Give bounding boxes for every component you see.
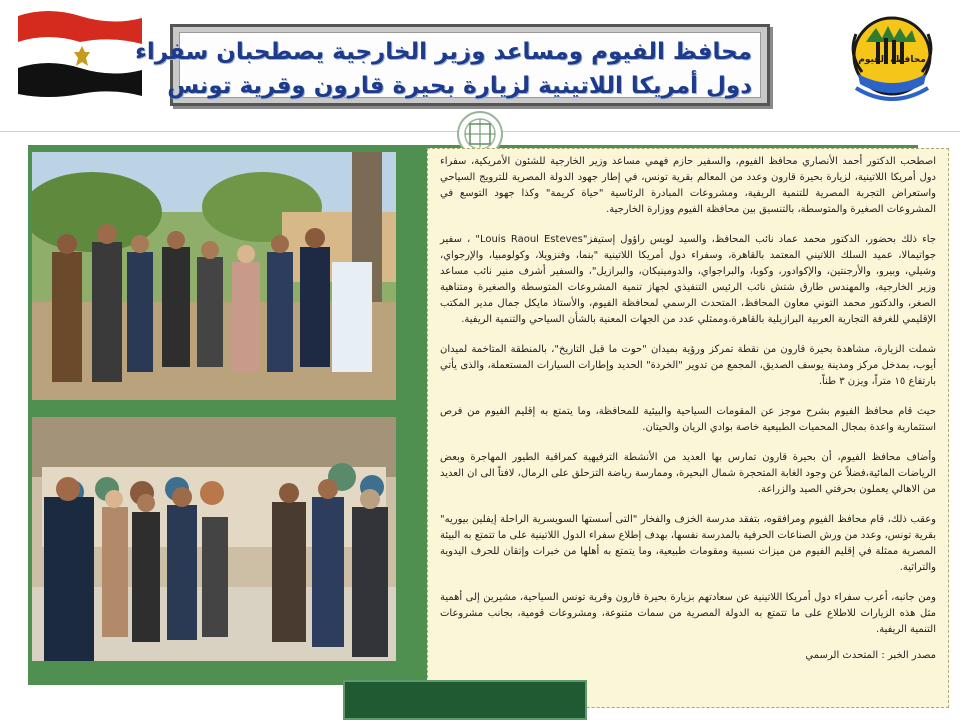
visit-photo-pottery [32,417,396,661]
article-paragraph-7: ومن جانبه، أعرب سفراء دول أمريكا اللاتينية عن سعادتهم بزيارة بحيرة قارون وقرية تونس السياحية، مشيرين إلى أهمية مثل هذه الزيارات للاطلاع على ما تتمتع به الدولة المصرية من سمات متنوعة، ومشروعات قومية، بجانب مشروعات التنمية الريفية. [440,592,936,635]
article-paragraph-6: وعقب ذلك، قام محافظ الفيوم ومرافقوه، بتفقد مدرسة الخزف والفخار "التى أسستها السويسرية الراحلة إيفلين بيوريه" بقرية تونس، وعدد من ورش الصناعات الحرفية بالمدرسة نفسها، بهدف إطلاع سفراء الدول اللاتينية على ما تتمتع به البيئة المصرية ممثلة في إقليم الفيوم من ميزات نسبية ومقومات طبيعية، وما يتمتع به أهلها من خبرات وإتقان للحرف اليدوية والتراثية. [440,514,936,573]
egypt-flag-icon [14,8,146,104]
logo-text: محافظة الفيوم [858,55,926,65]
article-body [427,148,949,708]
title-banner [135,24,770,106]
article-paragraph-1: اصطحب الدكتور أحمد الأنصاري محافظ الفيوم، والسفير حازم فهمي مساعد وزير الخارجية للشئون الأمريكية، سفراء دول أمريكا اللاتينية، لزيارة بحيرة قارون وعدد من المعالم بقرية تونس، في إطار جهود الدولة المصرية للترويج السياحي واستعراض التجربة المصرية للتنمية الريفية، ومشروعات المبادرة الرئاسية "حياة كريمة" وكذا جهود التوسع في المشروعات الصغيرة والمتوسطة، بالتنسيق بين محافظة الفيوم ووزارة الخارجية. [440,156,936,215]
article-paragraph-3: شملت الزيارة، مشاهدة بحيرة قارون من نقطة تمركز ورؤية بميدان "حوت ما قبل التاريخ"، بالمنطقة المتاخمة لميدان أيوب، بمدخل مركز ومدينة يوسف الصديق، المجمع من تدوير "الخردة" الحديد وإطارات السيارات المستعملة، والذى يأتي بارتفاع ١٥ متراً، ويزن ٣ طناً. [440,344,936,387]
title-line-1: محافظ الفيوم ومساعد وزير الخارجية يصطحبان سفراء [135,39,752,65]
title-inner [135,32,761,99]
article-source: مصدر الخبر : المتحدث الرسمي [805,650,936,661]
visit-photo-lake [32,152,396,400]
fayoum-logo [836,14,948,110]
title-line-2: دول أمريكا اللاتينية لزيارة بحيرة قارون وقرية تونس [167,73,752,99]
article-paragraph-5: وأضاف محافظ الفيوم، أن بحيرة قارون تمارس بها العديد من الأنشطة الترفيهية كمراقبة الطيور المهاجرة وبعض الرياضات المائية،فضلاً عن وجود الغابة المتحجرة شمال البحيرة، وممارسة رياضة التزحلق على الرمال، لافتاً الى ان العديد من الاهالي يعملون بحرفتي الصيد والزراعة. [440,452,936,495]
bottom-decorative-bar [343,680,587,720]
article-paragraph-2: جاء ذلك بحضور، الدكتور محمد عماد نائب المحافظ، والسيد لويس راؤول إستيفز"Louis Raoul Esteves" ، سفير جواتيمالا، عميد السلك اللاتيني المعتمد بالقاهرة، وسفراء دول أمريكا اللاتينية "بنما، وفنزويلا، وكولومبيا، والإرجواي، وشيلي، وبيرو، والأرجنتين، والإكوادور، وكوبا، والبراجواي، والدومينيكان، والبرازيل"، والسفير أشرف منير نائب مساعد وزير الخارجية، والمهندس طارق شتش نائب الرئيس التنفيذي لجهاز تنمية المشروعات المتوسطة والصغيرة ومتناهية الصغر، والدكتور محمد التوني معاون المحافظ، المتحدث الرسمي لمحافظة الفيوم، والأستاذ مايكل جمال مدير المكتب الإقليمي للغرفة التجارية العربية البرازيلية بالقاهرة،وممثلي عدد من الجهات المعنية بالشأن السياحي والتنمية الريفية. [440,234,937,325]
article-paragraph-4: حيث قام محافظ الفيوم بشرح موجز عن المقومات السياحية والبيئية للمحافظة، وما يتمتع به إقليم الفيوم من فرص استثمارية واعدة بمجال المحميات الطبيعية خاصة بوادي الريان والحيتان. [440,406,936,433]
